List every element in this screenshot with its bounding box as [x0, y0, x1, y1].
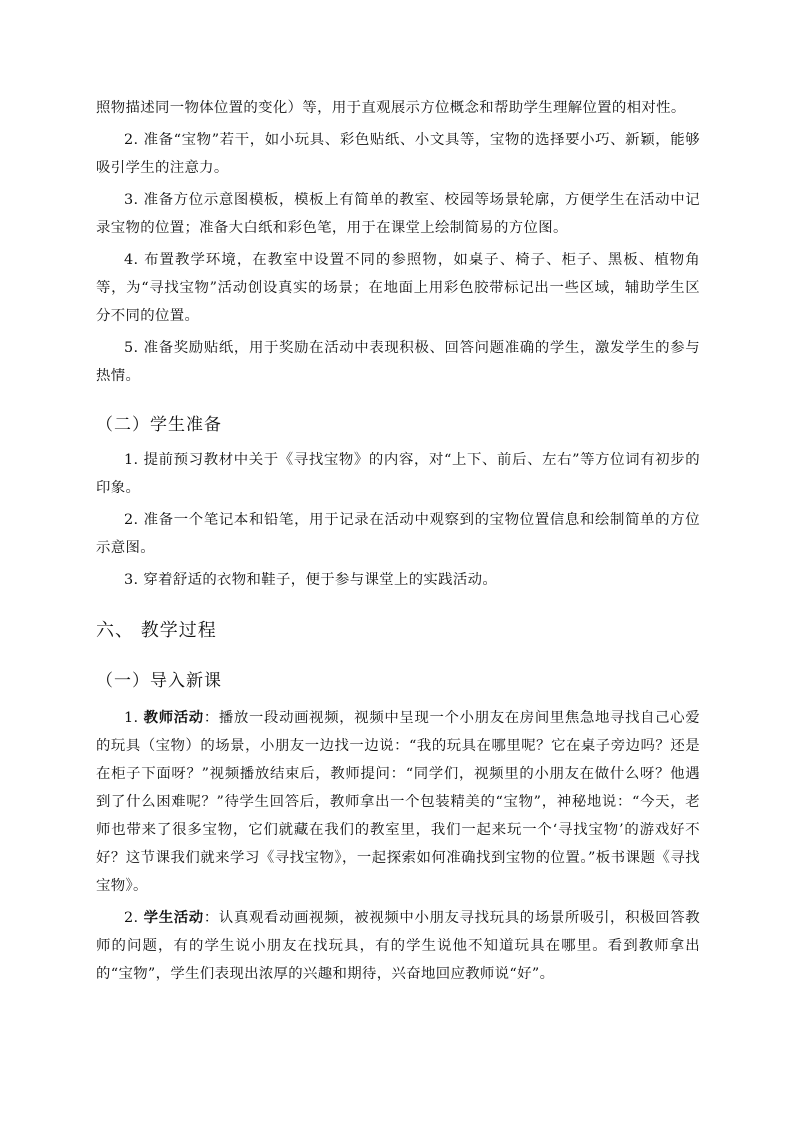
heading-student-prep: （二）学生准备	[96, 415, 222, 435]
student-activity-text: ：认真观看动画视频，被视频中小朋友寻找玩具的场景所吸引，积极回答教师的问题，有的学生说小朋友在找玩具，有的学生说他不知道玩具在哪里。看到教师拿出的“宝物”，学生们表现出浓厚的兴趣和期待，兴奋地回应教师说“好”。	[96, 910, 701, 982]
student-prep-item-1: 1. 提前预习教材中关于《寻找宝物》的内容，对“上下、前后、左右”等方位词有初步的印象。	[96, 452, 700, 496]
paragraph-item-2: 2. 准备“宝物”若干，如小玩具、彩色贴纸、小文具等，宝物的选择要小巧、新颖，能够吸引学生的注意力。	[96, 132, 700, 176]
item-number: 2.	[124, 910, 144, 926]
paragraph-item-5: 5. 准备奖励贴纸，用于奖励在活动中表现积极、回答问题准确的学生，激发学生的参与热情。	[96, 340, 700, 384]
teacher-activity-paragraph	[96, 704, 700, 900]
teacher-activity-label: 教师活动	[143, 709, 204, 726]
student-prep-item-3: 3. 穿着舒适的衣物和鞋子，便于参与课堂上的实践活动。	[124, 572, 498, 588]
paragraph-item-3: 3. 准备方位示意图模板，模板上有简单的教室、校园等场景轮廓，方便学生在活动中记录宝物的位置；准备大白纸和彩色笔，用于在课堂上绘制简易的方位图。	[96, 192, 700, 236]
document-page	[96, 94, 700, 988]
heading-section-6: 六、 教学过程	[96, 620, 217, 641]
teacher-activity-text: ：播放一段动画视频，视频中呈现一个小朋友在房间里焦急地寻找自己心爱的玩具（宝物）的场景，小朋友一边找一边说：“我的玩具在哪里呢？它在桌子旁边吗？还是在柜子下面呀？”视频播放结束后，教师提问：“同学们，视频里的小朋友在做什么呀？他遇到了什么困难呢？”待学生回答后，教师拿出一个包装精美的“宝物”，神秘地说：“今天，老师也带来了很多宝物，它们就藏在我们的教室里，我们一起来玩一个‘寻找宝物’的游戏好不好？这节课我们就来学习《寻找宝物》，一起探索如何准确找到宝物的位置。”板书课题《寻找宝物》。	[96, 710, 701, 894]
heading-intro-lesson: （一）导入新课	[96, 671, 222, 691]
student-activity-paragraph	[96, 904, 700, 988]
paragraph-continued: 照物描述同一物体位置的变化）等，用于直观展示方位概念和帮助学生理解位置的相对性。	[96, 100, 686, 116]
student-activity-label: 学生活动	[143, 909, 204, 926]
student-prep-item-2: 2. 准备一个笔记本和铅笔，用于记录在活动中观察到的宝物位置信息和绘制简单的方位示意图。	[96, 512, 700, 556]
item-number: 1.	[124, 710, 144, 726]
paragraph-item-4: 4. 布置教学环境，在教室中设置不同的参照物，如桌子、椅子、柜子、黑板、植物角等，为“寻找宝物”活动创设真实的场景；在地面上用彩色胶带标记出一些区域，辅助学生区分不同的位置。	[96, 252, 700, 324]
